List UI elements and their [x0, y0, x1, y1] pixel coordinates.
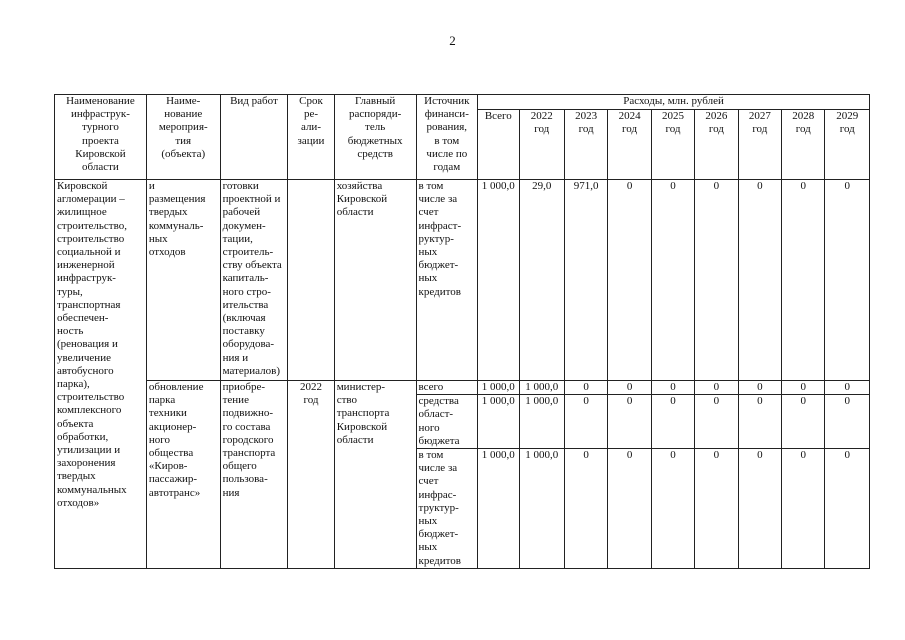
value-2024: 0 [608, 395, 651, 449]
value-2028: 0 [782, 180, 825, 381]
header-year: 2023 год [564, 110, 607, 180]
header-total: Всего [478, 110, 519, 180]
work-type-cell: приобре- тение подвижно- го состава городского транспорта общего пользова- ния [220, 381, 288, 569]
source-cell: средства област- ного бюджета [416, 395, 478, 449]
header-source: Источник финанси- рования, в том числе по годам [416, 95, 478, 180]
value-2029: 0 [825, 180, 870, 381]
header-work-type: Вид работ [220, 95, 288, 180]
value-2023: 971,0 [564, 180, 607, 381]
page-number: 2 [449, 33, 456, 48]
table-row [55, 180, 870, 381]
value-2024: 0 [608, 180, 651, 381]
measure-cell: обновление парка техники акционер- ного общества «Киров- пассажир- автотранс» [146, 381, 220, 569]
value-2027: 0 [738, 449, 781, 569]
value-2029: 0 [825, 381, 870, 395]
header-year: 2029 год [825, 110, 870, 180]
term-cell [288, 180, 334, 381]
term-cell: 2022 год [288, 381, 334, 569]
value-2023: 0 [564, 381, 607, 395]
value-total: 1 000,0 [478, 449, 519, 569]
value-2023: 0 [564, 395, 607, 449]
measure-cell: и размещения твердых коммуналь- ных отходов [146, 180, 220, 381]
value-2022: 1 000,0 [519, 381, 564, 395]
manager-cell: министер- ство транспорта Кировской области [334, 381, 416, 569]
value-2025: 0 [651, 381, 694, 395]
table-row [55, 381, 870, 395]
value-2029: 0 [825, 449, 870, 569]
value-2023: 0 [564, 449, 607, 569]
value-2028: 0 [782, 381, 825, 395]
value-2027: 0 [738, 381, 781, 395]
value-2025: 0 [651, 395, 694, 449]
value-2024: 0 [608, 381, 651, 395]
header-year: 2022 год [519, 110, 564, 180]
value-2025: 0 [651, 449, 694, 569]
value-total: 1 000,0 [478, 381, 519, 395]
value-2026: 0 [695, 395, 738, 449]
header-year: 2028 год [782, 110, 825, 180]
budget-table [54, 94, 870, 569]
value-2022: 1 000,0 [519, 395, 564, 449]
value-2029: 0 [825, 395, 870, 449]
header-year: 2026 год [695, 110, 738, 180]
value-2026: 0 [695, 449, 738, 569]
value-2025: 0 [651, 180, 694, 381]
value-2028: 0 [782, 449, 825, 569]
value-2026: 0 [695, 180, 738, 381]
value-2026: 0 [695, 381, 738, 395]
header-manager: Главный распоряди- тель бюджетных средств [334, 95, 416, 180]
value-total: 1 000,0 [478, 395, 519, 449]
value-2028: 0 [782, 395, 825, 449]
header-expenses: Расходы, млн. рублей [478, 95, 870, 110]
project-name-cell: Кировской агломерации – жилищное строительство, строительство социальной и инженерной инфраструк- туры, транспортная обеспечен- ность (реновация и увеличение автобусного парка), строительство комплексного объекта обработки, утилизации и захоронения твердых коммунальных отходов» [55, 180, 147, 569]
value-2027: 0 [738, 395, 781, 449]
value-total: 1 000,0 [478, 180, 519, 381]
header-project-name: Наименование инфраструк- турного проекта Кировской области [55, 95, 147, 180]
header-year: 2027 год [738, 110, 781, 180]
manager-cell: хозяйства Кировской области [334, 180, 416, 381]
value-2022: 1 000,0 [519, 449, 564, 569]
header-measure: Наиме- нование мероприя- тия (объекта) [146, 95, 220, 180]
value-2022: 29,0 [519, 180, 564, 381]
source-cell: в том числе за счет инфраст- руктур- ных бюджет- ных кредитов [416, 180, 478, 381]
value-2027: 0 [738, 180, 781, 381]
work-type-cell: готовки проектной и рабочей докумен- тации, строитель- ству объекта капиталь- ного стро- ительства (включая поставку оборудова- ния и материалов) [220, 180, 288, 381]
source-cell: всего [416, 381, 478, 395]
header-year: 2025 год [651, 110, 694, 180]
source-cell: в том числе за счет инфрас- труктур- ных бюджет- ных кредитов [416, 449, 478, 569]
value-2024: 0 [608, 449, 651, 569]
header-year: 2024 год [608, 110, 651, 180]
header-term: Срок ре- али- зации [288, 95, 334, 180]
